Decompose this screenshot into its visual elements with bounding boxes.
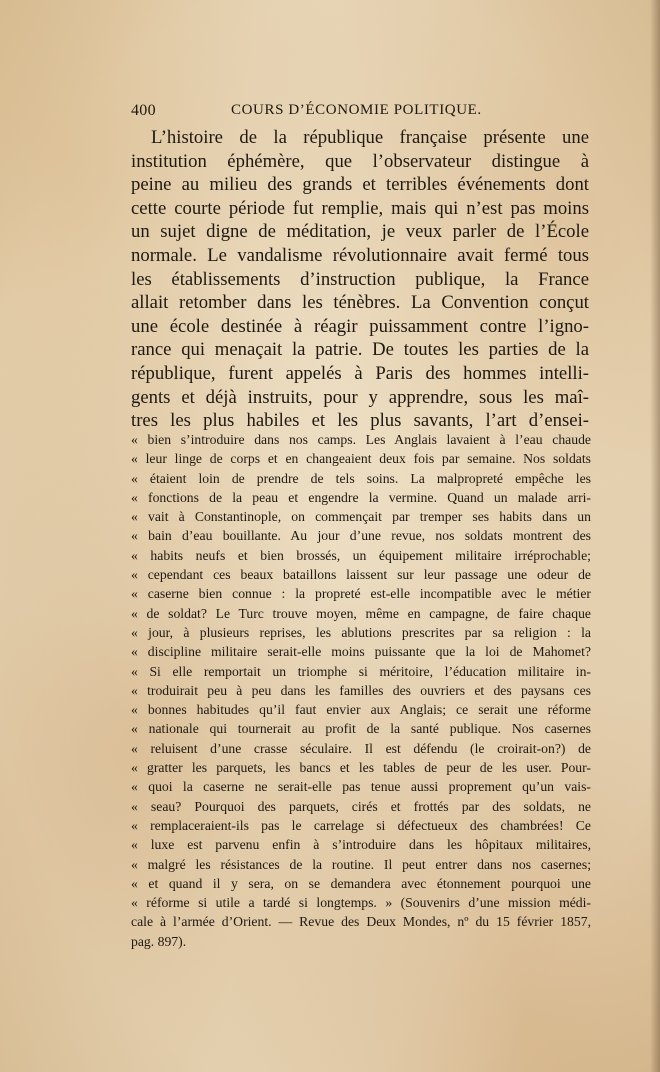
footnote-line: « étaient loin de prendre de tels soins. La malpropreté empêche les [131, 470, 591, 486]
footnote-line: « quoi la caserne ne serait-elle pas tenue aussi proprement qu’un vais- [131, 779, 591, 795]
footnote-line: « malgré les résistances de la routine. Il peut entrer dans nos casernes; [131, 856, 591, 872]
footnote-line: pag. 897). [131, 933, 187, 949]
text-line: peine au milieu des grands et terribles événements dont [131, 174, 589, 196]
footnote-line: « vait à Constantinople, on commençait par tremper ses habits dans un [131, 509, 591, 525]
footnote-line: « troduirait peu à peu dans les familles des ouvriers et des paysans ces [131, 682, 591, 698]
footnote-line: « leur linge de corps et en changeaient deux fois par semaine. Nos soldats [131, 451, 591, 467]
footnote-line: « fonctions de la peau et engendre la vermine. Quand un malade arri- [131, 489, 591, 505]
footnote-line: « réforme si utile a tardé si longtemps. » (Souvenirs d’une mission médi- [131, 895, 591, 911]
footnote-line: cale à l’armée d’Orient. — Revue des Deux Mondes, nº du 15 février 1857, [131, 914, 591, 930]
text-line: institution éphémère, que l’observateur distingue à [131, 150, 589, 172]
footnote-line: « bien s’introduire dans nos camps. Les Anglais lavaient à l’eau chaude [131, 432, 591, 447]
footnote-line: « nationale qui tournerait au profit de la santé publique. Nos casernes [131, 721, 591, 737]
footnote-line: « discipline militaire serait-elle moins puissante que la loi de Mahomet? [131, 644, 591, 660]
footnote-line: « caserne bien connue : la propreté est-elle incompatible avec le métier [131, 586, 591, 602]
footnote-line: « habits neufs et bien brossés, un équipement militaire irréprochable; [131, 547, 591, 563]
footnote-line: « bonnes habitudes qu’il faut envier aux Anglais; ce serait une réforme [131, 702, 591, 718]
page-header [131, 102, 589, 124]
footnote [131, 430, 591, 951]
footnote-line: « reluisent d’une crasse séculaire. Il est défendu (le croirait-on?) de [131, 740, 591, 756]
page-number: 400 [131, 102, 156, 119]
footnote-line: « jour, à plusieurs reprises, les ablutions prescrites par sa religion : la [131, 624, 591, 640]
footnote-line: « de soldat? Le Turc trouve moyen, même en campagne, de faire chaque [131, 605, 591, 621]
text-line: normale. Le vandalisme révolutionnaire avait fermé tous [131, 244, 589, 266]
footnote-line: « remplaceraient-ils pas le carrelage si défectueux des chambrées! Ce [131, 817, 591, 833]
text-line: cette courte période fut remplie, mais qui n’est pas moins [131, 197, 589, 219]
footnote-line: « bain d’eau bouillante. Au jour d’une revue, nos soldats montrent des [131, 528, 591, 544]
text-line: tres les plus habiles et les plus savants, l’art d’ensei- [131, 410, 589, 432]
text-line: gents et déjà instruits, pour y apprendre, sous les maî- [131, 386, 589, 408]
footnote-line: « seau? Pourquoi des parquets, cirés et frottés par des soldats, ne [131, 798, 591, 814]
main-text [131, 126, 589, 433]
running-title: COURS D’ÉCONOMIE POLITIQUE. [231, 102, 482, 118]
text-line: un sujet digne de méditation, je veux parler de l’École [131, 221, 589, 243]
text-line: une école destinée à réagir puissamment contre l’igno- [131, 315, 589, 337]
text-line: les établissements d’instruction publique, la France [131, 268, 589, 290]
footnote-line: « cependant ces beaux bataillons laissent sur leur passage une odeur de [131, 567, 591, 583]
footnote-line: « Si elle remportait un triomphe si méritoire, l’éducation militaire in- [131, 663, 591, 679]
text-line: L’histoire de la république française présente une [151, 127, 589, 148]
text-line: rance qui menaçait la patrie. De toutes les parties de la [131, 339, 589, 361]
footnote-line: « et quand il y sera, on se demandera avec étonnement pourquoi une [131, 875, 591, 891]
text-line: république, furent appelés à Paris des hommes intelli- [131, 362, 589, 384]
text-line: allait retomber dans les ténèbres. La Convention conçut [131, 292, 589, 314]
footnote-line: « gratter les parquets, les bancs et les tables de peur de les user. Pour- [131, 760, 591, 776]
footnote-line: « luxe est parvenu enfin à s’introduire dans les hôpitaux militaires, [131, 837, 591, 853]
page-edge-shadow [650, 0, 660, 1072]
